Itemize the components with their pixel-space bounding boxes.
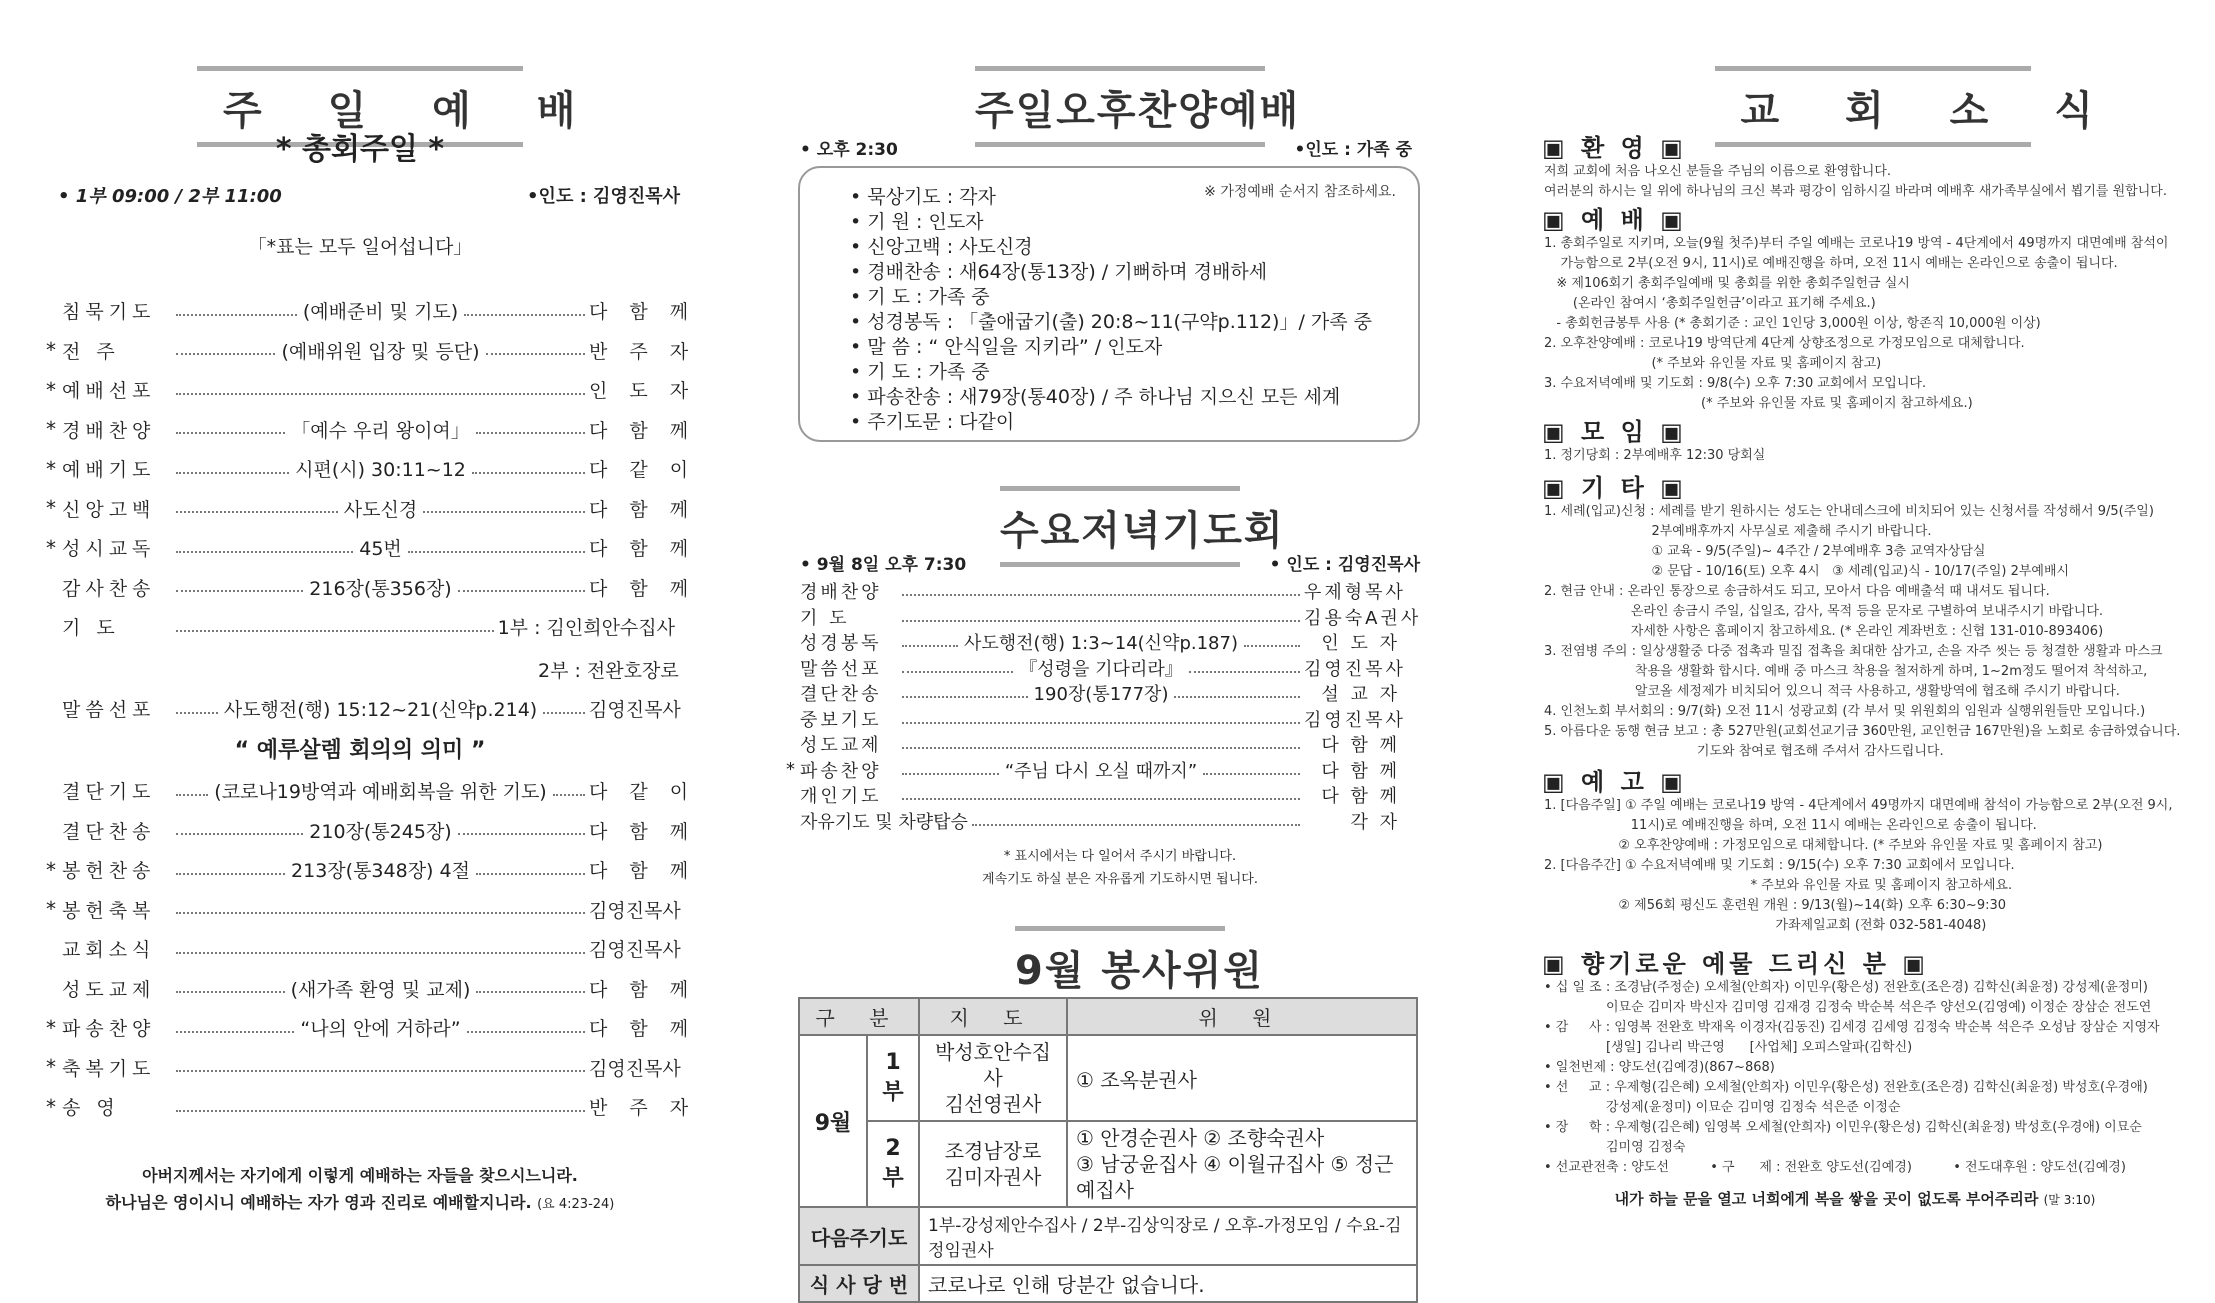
duty-part2-members — [1067, 1121, 1417, 1207]
leader-dots — [553, 794, 585, 796]
leader-dots — [176, 1031, 294, 1033]
afternoon-order-item: • 주기도문 : 다같이 — [850, 411, 1015, 433]
section-etc-line: 기도와 참여로 협조해 주셔서 감사드립니다. — [1544, 744, 1944, 759]
order-label: 전 주 — [62, 340, 120, 363]
order-person: 우제형목사 — [1304, 582, 1406, 603]
duty-row-next-prayer — [799, 1207, 1417, 1265]
order-label: 성시교독 — [62, 538, 156, 560]
order-person: 다 함 께 — [589, 820, 697, 843]
section-etc-line: ② 문답 - 10/16(토) 오후 4시 ③ 세례(입교)식 - 10/17(주일) 2부예배시 — [1544, 564, 2070, 579]
afternoon-order-box — [798, 166, 1420, 442]
worship-order-row — [40, 574, 697, 601]
order-person: 김용숙A권사 — [1304, 607, 1422, 629]
order-person: 다 함 께 — [589, 498, 697, 521]
order-person: 1부 : 김인희안수집사 — [497, 617, 675, 639]
section-offerings-line: • 선 교 : 우제형(김은혜) 오세철(안희자) 이민우(황은성) 전완호(조은경) 김학신(최윤정) 박성호(우경애) — [1544, 1080, 2148, 1095]
order-person: 김영진목사 — [1304, 658, 1406, 680]
order-detail: (예배준비 및 기도) — [301, 297, 460, 324]
leader-dots — [476, 873, 585, 875]
order-label: 말씀선포 — [62, 699, 156, 721]
bible-verse-line-2 — [0, 1190, 720, 1213]
standing-note: 「*표는 모두 일어섭니다」 — [247, 236, 473, 258]
leader-dots — [176, 991, 285, 993]
leader-dots — [176, 511, 338, 513]
worship-order-row — [40, 1054, 681, 1081]
order-detail: 216장(통356장) — [307, 574, 453, 601]
leader-dots — [423, 511, 585, 513]
order-person: 김영진목사 — [1304, 709, 1406, 731]
wednesday-prayer-title: 수요저녁기도회 — [1000, 486, 1240, 567]
footer-verse-text: 내가 하늘 문을 열고 너희에게 복을 쌓을 곳이 없도록 부어주리라 — [1614, 1190, 2039, 1208]
leader-dots — [458, 833, 585, 835]
section-offerings-line: 김미영 김정숙 — [1544, 1140, 1686, 1155]
section-notice-line: 1. [다음주일] ① 주일 예배는 코로나19 방역 - 4단계에서 49명까지 대면예배 참석이 가능함으로 2부(오전 9시, — [1544, 798, 2173, 813]
order-person: 다 함 께 — [1321, 760, 1400, 782]
section-welcome-line: 여러분의 하시는 일 위에 하나님의 크신 복과 평강이 임하시길 바라며 예배후 새가족부실에서 뵙기를 원합니다. — [1544, 184, 2167, 199]
section-welcome-heading: ▣ 환 영 ▣ — [1542, 134, 1687, 162]
standing-mark: * — [46, 857, 56, 882]
afternoon-order-item: • 파송찬송 : 새79장(통40장) / 주 하나님 지으신 모든 세계 — [850, 386, 1341, 408]
section-offerings-line: [생일] 김나리 박근영 [사업체] 오피스알파(김학신) — [1544, 1040, 1913, 1055]
leader-dots — [408, 551, 585, 553]
section-worship-line: 1. 총회주일로 지키며, 오늘(9월 첫주)부터 주일 예배는 코로나19 방역 - 4단계에서 49명까지 대면예배 참석이 — [1544, 236, 2169, 251]
wednesday-order-row — [800, 578, 1406, 604]
part1-leader-1: 박성호안수집사 — [935, 1040, 1051, 1090]
leader-dots — [902, 671, 1013, 673]
wednesday-order-row — [786, 757, 1400, 783]
leader-dots — [176, 472, 289, 474]
afternoon-order-item: • 성경봉독 : 「출애굽기(출) 20:8~11(구약p.112)」/ 가족 중 — [850, 311, 1372, 333]
duty-part1-leaders — [919, 1035, 1067, 1121]
leader-dots — [176, 912, 585, 914]
afternoon-order-item: • 신앙고백 : 사도신경 — [850, 236, 1033, 258]
order-detail: 시편(시) 30:11~12 — [293, 455, 468, 482]
worship-order-row — [40, 376, 697, 403]
order-label: 감사찬송 — [62, 577, 156, 600]
section-etc-line: 1. 세례(입교)신청 : 세례를 받기 원하시는 성도는 안내데스크에 비치되어 있는 신청서를 작성해서 9/5(주일) — [1544, 504, 2154, 519]
duty-row-part2 — [799, 1121, 1417, 1207]
leader-dots — [476, 432, 585, 434]
section-worship-heading: ▣ 예 배 ▣ — [1542, 206, 1687, 234]
order-label: 경배찬양 — [62, 419, 156, 442]
leader-dots — [902, 747, 1300, 749]
section-offerings-line: • 감 사 : 임영복 전완호 박재옥 이경자(김동진) 김세경 김세영 김정숙 박순복 석은주 오성남 장삼순 지영자 — [1544, 1020, 2160, 1035]
section-etc-line: 온라인 송금시 주일, 십일조, 감사, 목적 등을 문자로 구별하여 보내주시기 바랍니다. — [1544, 604, 2104, 619]
standing-mark: * — [46, 535, 56, 560]
standing-mark: * — [46, 897, 56, 921]
standing-mark: * — [46, 338, 56, 362]
wednesday-order-row — [802, 731, 1400, 757]
order-person: 다 같 이 — [589, 781, 697, 803]
part2-leader-1: 조경남장로 — [944, 1139, 1042, 1163]
order-label: 송 영 — [62, 1097, 120, 1119]
bible-verse-reference: (요 4:23-24) — [537, 1197, 615, 1212]
order-person: 김영진목사 — [589, 699, 681, 721]
part2-leader-2: 김미자권사 — [944, 1165, 1042, 1189]
standing-mark: * — [46, 1055, 56, 1079]
standing-mark: * — [46, 496, 56, 520]
section-etc-line: 자세한 사항은 홈페이지 참고하세요. (* 온라인 계좌번호 : 신협 131-010-893406) — [1544, 624, 2104, 639]
order-person: 김영진목사 — [589, 939, 681, 961]
wednesday-order-row — [800, 604, 1422, 630]
section-etc-heading: ▣ 기 타 ▣ — [1542, 474, 1687, 502]
duty-table — [798, 997, 1418, 1303]
order-label: 결단찬송 — [62, 820, 156, 843]
wednesday-order-row — [800, 706, 1406, 732]
order-detail: (코로나19방역과 예배회복을 위한 기도) — [212, 777, 548, 804]
order-person: 다 함 께 — [1321, 735, 1400, 756]
worship-order-row — [40, 1093, 697, 1120]
section-worship-line: 2. 오후찬양예배 : 코로나19 방역단계 4단계 상향조정으로 가정모임으로 대체합니다. — [1544, 336, 2025, 351]
duty-month: 9월 — [799, 1035, 867, 1207]
september-duty-title: 9월 봉사위원 — [1015, 926, 1225, 1007]
afternoon-order-item: • 기 도 : 가족 중 — [850, 361, 990, 383]
order-person: 다 함 께 — [589, 538, 697, 560]
worship-order-row — [40, 455, 697, 482]
leader-dots — [486, 353, 585, 355]
part1-leader-2: 김선영권사 — [944, 1092, 1042, 1116]
header-members: 위 원 — [1067, 998, 1417, 1035]
leader-dots — [176, 1070, 585, 1072]
worship-order-row — [40, 777, 697, 804]
part2-members-line-2: ③ 남궁윤집사 ④ 이월규집사 ⑤ 정근예집사 — [1076, 1152, 1394, 1202]
order-detail: 사도신경 — [342, 495, 419, 522]
duty-header-row — [799, 998, 1417, 1035]
afternoon-time: • 오후 2:30 — [800, 140, 898, 160]
order-person: 다 같 이 — [589, 459, 697, 481]
order-label: 교회소식 — [62, 939, 156, 961]
section-offerings-heading: ▣ 향기로운 예물 드리신 분 ▣ — [1542, 950, 1929, 978]
order-detail: 210장(통245장) — [307, 817, 453, 844]
worship-leader: •인도 : 김영진목사 — [527, 186, 680, 207]
order-detail: 190장(통177장) — [1032, 680, 1171, 706]
order-person: 김영진목사 — [589, 1057, 681, 1080]
order-person: 다 함 께 — [589, 577, 697, 600]
order-person: 다 함 께 — [589, 419, 697, 442]
order-label: 자유기도 및 차량탑승 — [800, 811, 968, 833]
leader-dots — [176, 393, 585, 395]
wednesday-order-row — [802, 808, 1400, 834]
worship-order-row — [40, 975, 697, 1002]
leader-dots — [464, 314, 585, 316]
part2-members-line-1: ① 안경순권사 ② 조향숙권사 — [1076, 1126, 1325, 1150]
leader-dots — [176, 952, 585, 954]
section-worship-line: (온라인 참여시 ‘총회주일헌금’이라고 표기해 주세요.) — [1544, 296, 1876, 311]
standing-mark: * — [786, 759, 795, 780]
sunday-worship-column — [0, 0, 720, 1240]
family-worship-note: ※ 가정예배 순서지 참조하세요. — [1204, 184, 1396, 200]
duty-part2-leaders — [919, 1121, 1067, 1207]
section-notice-line: 가좌제일교회 (전화 032-581-4048) — [1544, 918, 1987, 933]
order-label: 결단기도 — [62, 781, 156, 803]
standing-mark: * — [46, 456, 56, 481]
order-label: 성경봉독 — [800, 633, 882, 654]
order-label: 예배선포 — [62, 380, 156, 402]
wednesday-order-row — [802, 680, 1400, 706]
meal-value: 코로나로 인해 당분간 없습니다. — [919, 1265, 1417, 1302]
worship-order-row — [40, 613, 675, 640]
order-detail: 「예수 우리 왕이여」 — [289, 416, 472, 443]
section-offerings-line: 이묘순 김미자 박신자 김미영 김재경 김정숙 박순복 석은주 양선오(김영예) 이정순 장삼순 전도연 — [1544, 1000, 2152, 1015]
leader-dots — [176, 314, 297, 316]
order-detail: (새가족 환영 및 교제) — [289, 975, 473, 1002]
worship-order-row — [40, 416, 697, 443]
leader-dots — [902, 696, 1028, 698]
worship-order-row — [40, 337, 697, 364]
worship-order-row — [40, 695, 681, 722]
order-detail: “나의 안에 거하라” — [298, 1014, 462, 1041]
bible-verse-line-1: 아버지께서는 자기에게 이렇게 예배하는 자들을 찾으시느니라. — [142, 1166, 578, 1185]
wednesday-order-row — [802, 782, 1400, 808]
section-offerings-line: 강성제(윤정미) 이묘순 김미영 김정숙 석은준 이정순 — [1544, 1100, 1901, 1115]
worship-order-row — [40, 896, 681, 923]
sermon-title: “ 예루살렘 회의의 의미 ” — [234, 738, 486, 763]
section-etc-line: 2. 현금 안내 : 온라인 통장으로 송금하셔도 되고, 모아서 다음 예배출석 때 내셔도 됩니다. — [1544, 584, 2050, 599]
leader-dots — [176, 551, 353, 553]
standing-mark: * — [46, 1094, 56, 1119]
next-prayer-label: 다음주기도 — [799, 1207, 919, 1265]
order-person: 반 주 자 — [589, 340, 697, 363]
afternoon-leader: •인도 : 가족 중 — [1294, 140, 1412, 160]
order-detail: 『성령을 기다리라』 — [1017, 655, 1184, 681]
meal-label: 식 사 당 번 — [799, 1265, 919, 1302]
wednesday-leader: • 인도 : 김영진목사 — [1269, 555, 1420, 575]
worship-order-row — [40, 856, 697, 883]
order-label: 말씀선포 — [800, 658, 882, 680]
header-leader: 지 도 — [919, 998, 1067, 1035]
leader-dots — [176, 833, 303, 835]
wednesday-order-row — [802, 629, 1400, 655]
duty-row-meal — [799, 1265, 1417, 1302]
leader-dots — [176, 794, 208, 796]
order-person: 다 함 께 — [589, 301, 697, 323]
order-detail: 사도행전(행) 1:3~14(신약p.187) — [962, 629, 1240, 655]
section-notice-line: ② 오후찬양예배 : 가정모임으로 대체합니다. (* 주보와 유인물 자료 및 홈페이지 참고) — [1544, 838, 2103, 853]
order-label: 성도교제 — [800, 735, 882, 756]
order-person: 반 주 자 — [589, 1097, 697, 1119]
afternoon-order-item: • 기 원 : 인도자 — [850, 211, 984, 233]
order-label: 중보기도 — [800, 709, 882, 731]
section-etc-line: 2부예배후까지 사무실로 제출해 주시기 바랍니다. — [1544, 524, 1932, 539]
section-etc-line: 착용을 생활화 합시다. 예배 중 마스크 착용을 철저하게 하며, 1~2m정도 떨어져 착석하고, — [1544, 664, 2148, 679]
section-meeting-line: 1. 정기당회 : 2부예배후 12:30 당회실 — [1544, 448, 1766, 463]
order-label: 기 도 — [62, 617, 120, 639]
order-detail: 사도행전(행) 15:12~21(신약p.214) — [222, 695, 539, 722]
sunday-worship-title: 주 일 예 배 — [197, 66, 523, 147]
leader-dots — [543, 712, 585, 714]
worship-order-row — [40, 817, 697, 844]
leader-dots — [176, 1110, 585, 1112]
worship-order-row — [40, 534, 697, 561]
leader-dots — [902, 620, 1300, 622]
section-etc-line: 알코올 세정제가 비치되어 있으니 적극 사용하고, 생활방역에 협조해 주시기 바랍니다. — [1544, 684, 2120, 699]
leader-dots — [1189, 671, 1300, 673]
standing-note-wednesday: * 표시에서는 다 일어서 주시기 바랍니다. — [1003, 849, 1237, 864]
leader-dots — [902, 722, 1300, 724]
section-worship-line: 3. 수요저녁예배 및 기도회 : 9/8(수) 오후 7:30 교회에서 모입니다. — [1544, 376, 1927, 391]
order-person: 다 함 께 — [589, 978, 697, 1001]
header-division: 구 분 — [799, 998, 919, 1035]
section-worship-line: ※ 제106회기 총회주일예배 및 총회를 위한 총회주일헌금 실시 — [1544, 276, 1910, 291]
order-detail: (예배위원 입장 및 등단) — [279, 337, 481, 364]
duty-row-part1 — [799, 1035, 1417, 1121]
section-etc-line: ① 교육 - 9/5(주일)~ 4주간 / 2부예배후 3층 교역자상담실 — [1544, 544, 1986, 559]
section-notice-line: 2. [다음주간] ① 수요저녁예배 및 기도회 : 9/15(수) 오후 7:30 교회에서 모입니다. — [1544, 858, 2015, 873]
order-label: 개인기도 — [800, 786, 882, 807]
leader-dots — [467, 1031, 585, 1033]
order-label: 파송찬양 — [800, 760, 882, 782]
order-person: 다 함 께 — [1321, 786, 1400, 807]
section-etc-line: 5. 아름다운 동행 현금 보고 : 총 527만원(교회선교기금 360만원, 교인헌금 167만원)을 노회로 송금하였습니다. — [1544, 724, 2181, 739]
leader-dots — [176, 630, 494, 632]
leader-dots — [458, 590, 585, 592]
order-person: 인 도 자 — [1321, 633, 1400, 654]
leader-dots — [176, 873, 285, 875]
continue-prayer-note: 계속기도 하실 분은 자유롭게 기도하시면 됩니다. — [982, 872, 1258, 887]
section-meeting-heading: ▣ 모 임 ▣ — [1542, 418, 1687, 446]
leader-dots — [176, 590, 303, 592]
next-prayer-value: 1부-강성제안수집사 / 2부-김상익장로 / 오후-가정모임 / 수요-김정임권사 — [919, 1207, 1417, 1265]
order-label: 경배찬양 — [800, 582, 882, 603]
duty-part1-members: ① 조옥분권사 — [1067, 1035, 1417, 1121]
leader-dots — [176, 353, 275, 355]
bible-verse-text: 하나님은 영이시니 예배하는 자가 영과 진리로 예배할지니라. — [105, 1193, 532, 1212]
section-welcome-line: 저희 교회에 처음 나오신 분들을 주님의 이름으로 환영합니다. — [1544, 164, 1892, 179]
leader-dots — [476, 991, 585, 993]
afternoon-order-item: • 기 도 : 가족 중 — [850, 286, 990, 308]
order-label: 신앙고백 — [62, 498, 156, 521]
leader-dots — [902, 798, 1300, 800]
standing-mark: * — [46, 377, 56, 402]
prayer-second-service: 2부 : 전완호장로 — [538, 660, 679, 682]
order-person: 인 도 자 — [589, 380, 697, 402]
leader-dots — [1174, 696, 1300, 698]
order-label: 봉헌축복 — [62, 899, 156, 922]
afternoon-order-item: • 묵상기도 : 각자 — [850, 186, 996, 208]
duty-part1: 1부 — [867, 1035, 919, 1121]
order-label: 결단찬송 — [800, 684, 882, 705]
order-label: 성도교제 — [62, 978, 156, 1001]
leader-dots — [972, 824, 1300, 826]
section-worship-line: (* 주보와 유인물 자료 및 홈페이지 참고하세요.) — [1544, 396, 1973, 411]
order-detail: “주님 다시 오실 때까지” — [1003, 757, 1199, 783]
afternoon-and-wednesday-column — [780, 0, 1460, 1297]
section-offerings-line: • 장 학 : 우제형(김은혜) 임영복 오세철(안희자) 이민우(황은성) 김학신(최윤정) 박성호(우경애) 이묘순 — [1544, 1120, 2142, 1135]
section-offerings-line: • 일천번제 : 양도선(김예경)(867~868) — [1544, 1060, 1775, 1075]
leader-dots — [1244, 645, 1300, 647]
order-label: 예배기도 — [62, 459, 156, 481]
leader-dots — [1203, 773, 1300, 775]
section-etc-line: 3. 전염병 주의 : 일상생활중 다중 접촉과 밀집 접촉을 최대한 삼가고, 손을 자주 씻는 등 청결한 생활과 마스크 — [1544, 644, 2163, 659]
order-person: 설 교 자 — [1321, 684, 1401, 705]
worship-order-row — [40, 935, 681, 962]
section-worship-line: - 총회헌금봉투 사용 (* 총회기준 : 교인 1인당 3,000원 이상, 항존직 10,000원 이상) — [1544, 316, 2041, 331]
order-person: 다 함 께 — [589, 860, 697, 882]
leader-dots — [472, 472, 585, 474]
order-person: 각 자 — [1350, 811, 1400, 833]
order-detail: 45번 — [357, 534, 404, 561]
duty-part2: 2부 — [867, 1121, 919, 1207]
section-offerings-line: • 십 일 조 : 조경남(주정순) 오세철(안희자) 이민우(황은성) 전완호(조은경) 김학신(최윤정) 강성제(윤정미) — [1544, 980, 2148, 995]
section-notice-line: ② 제56회 평신도 훈련원 개원 : 9/13(월)~14(화) 오후 6:30~9:30 — [1544, 898, 2007, 913]
church-news-column — [1530, 0, 2215, 1240]
afternoon-order-item: • 말 씀 : “ 안식일을 지키라” / 인도자 — [850, 336, 1163, 358]
worship-order-row — [40, 1014, 697, 1041]
order-label: 침묵기도 — [62, 301, 156, 323]
leader-dots — [176, 432, 285, 434]
order-person: 김영진목사 — [589, 899, 681, 922]
worship-time: • 1부 09:00 / 2부 11:00 — [58, 186, 282, 207]
wednesday-time: • 9월 8일 오후 7:30 — [800, 555, 967, 575]
order-label: 파송찬양 — [62, 1018, 156, 1040]
section-worship-line: (* 주보와 유인물 자료 및 홈페이지 참고) — [1544, 356, 1882, 371]
section-offerings-line: • 선교관전축 : 양도선 • 구 제 : 전완호 양도선(김예경) • 전도대후원 : 양도선(김예경) — [1544, 1160, 2126, 1175]
footer-verse — [1530, 1188, 2180, 1209]
wednesday-order-row — [800, 655, 1406, 681]
section-notice-heading: ▣ 예 고 ▣ — [1542, 768, 1687, 796]
standing-mark: * — [46, 1015, 56, 1040]
general-assembly-subtitle: * 총회주일 * — [275, 132, 445, 167]
afternoon-order-item: • 경배찬송 : 새64장(통13장) / 기뻐하며 경배하세 — [850, 261, 1268, 283]
worship-order-row — [40, 495, 697, 522]
section-notice-line: * 주보와 유인물 자료 및 홈페이지 참고하세요. — [1544, 878, 2013, 893]
leader-dots — [176, 712, 218, 714]
afternoon-worship-title: 주일오후찬양예배 — [975, 66, 1265, 147]
order-label: 봉헌찬송 — [62, 860, 156, 882]
section-notice-line: 11시)로 예배진행을 하며, 오전 11시 예배는 온라인으로 송출이 됩니다. — [1544, 818, 2037, 833]
standing-mark: * — [46, 417, 56, 441]
section-worship-line: 가능함으로 2부(오전 9시, 11시)로 예배진행을 하며, 오전 11시 예배는 온라인으로 송출이 됩니다. — [1544, 256, 2118, 271]
leader-dots — [902, 773, 999, 775]
leader-dots — [902, 594, 1300, 596]
leader-dots — [902, 645, 958, 647]
section-etc-line: 4. 인천노회 부서회의 : 9/7(화) 오전 11시 성광교회 (각 부서 및 위원회의 임원과 실행위원들만 모입니다.) — [1544, 704, 2146, 719]
footer-verse-reference: (말 3:10) — [2043, 1193, 2096, 1207]
order-label: 기 도 — [800, 607, 850, 629]
order-person: 다 함 께 — [589, 1018, 697, 1040]
church-news-title: 교 회 소 식 — [1715, 66, 2031, 147]
order-detail: 213장(통348장) 4절 — [289, 856, 472, 883]
worship-order-row — [40, 297, 697, 324]
order-label: 축복기도 — [62, 1057, 156, 1080]
